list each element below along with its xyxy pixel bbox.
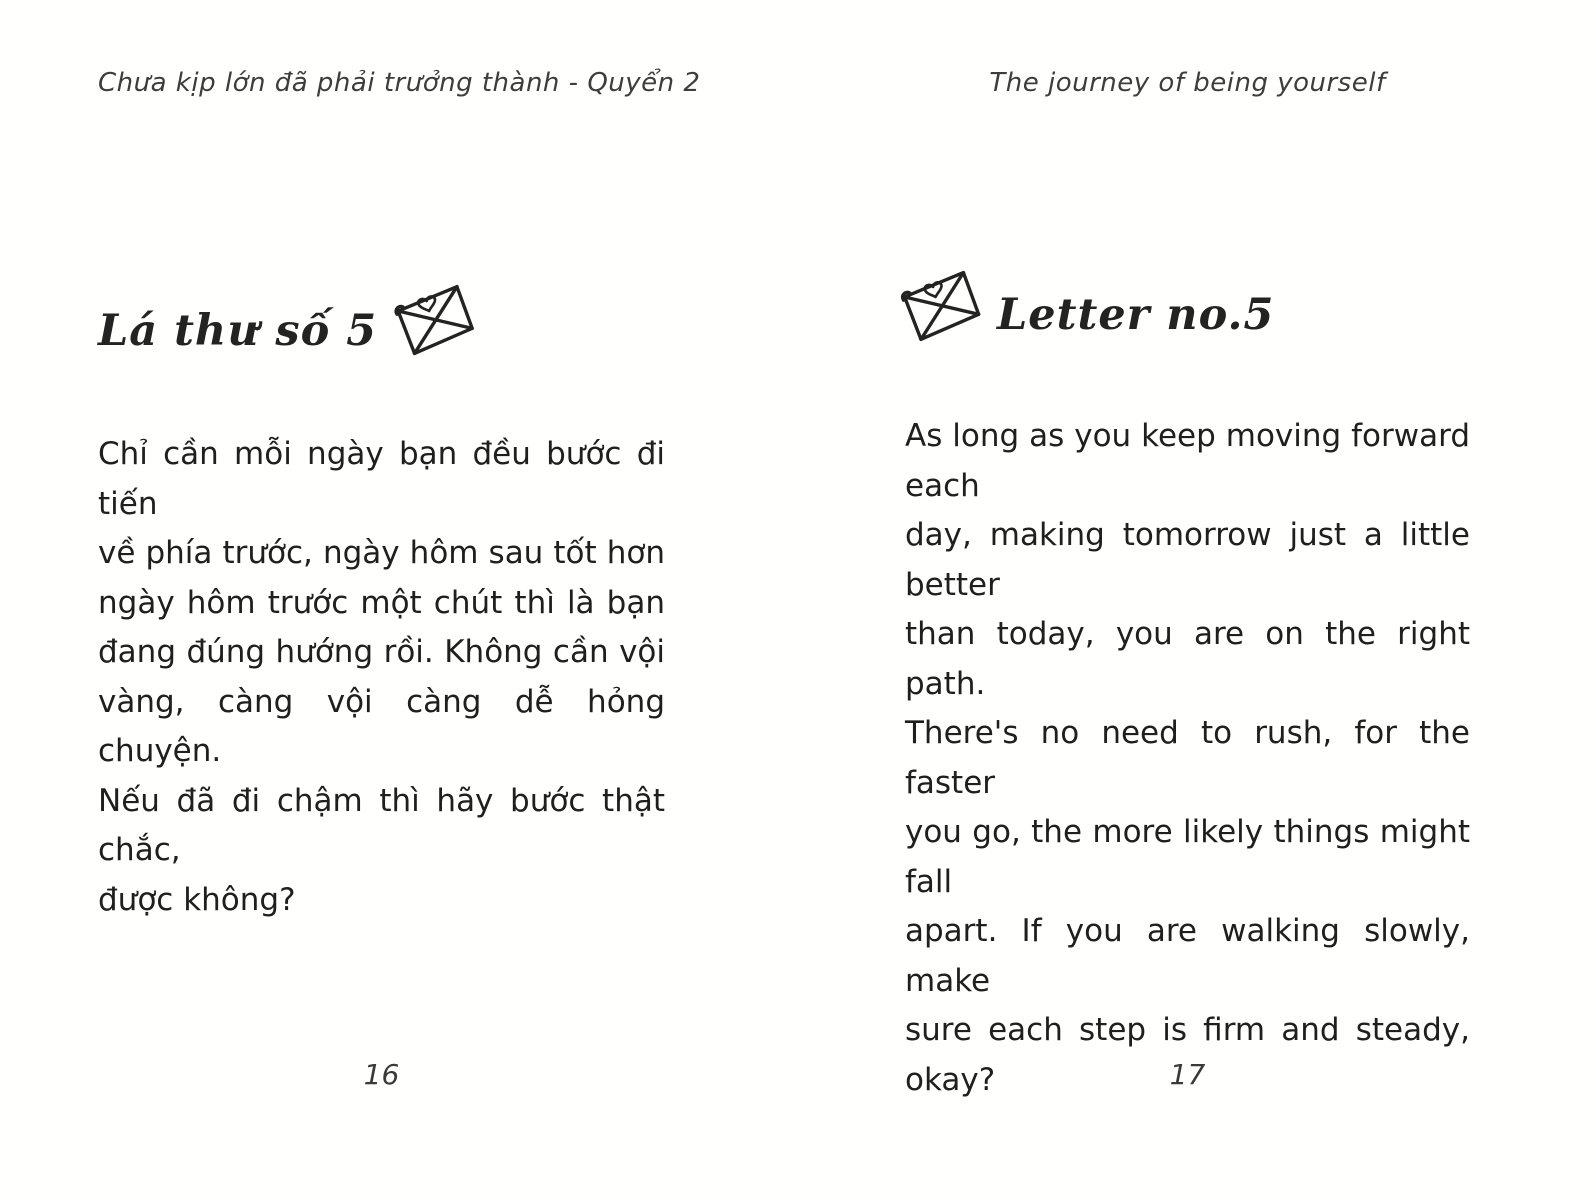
envelope-heart-icon <box>390 282 479 361</box>
left-body-paragraph <box>98 430 665 925</box>
body-line: được không? <box>98 881 296 918</box>
right-page <box>905 0 1470 1200</box>
left-title-row <box>98 300 475 362</box>
right-page-number: 17 <box>1169 1058 1206 1091</box>
body-line: Chỉ cần mỗi ngày bạn đều bước đi tiến <box>98 436 665 522</box>
body-line: đang đúng hướng rồi. Không cần vội <box>98 634 665 670</box>
right-running-header: The journey of being yourself <box>989 68 1386 98</box>
body-line: Nếu đã đi chậm thì hãy bước thật chắc, <box>98 782 665 868</box>
body-line: ngày hôm trước một chút thì là bạn <box>98 584 665 621</box>
body-line: you go, the more likely things might fall <box>905 814 1470 900</box>
body-line: As long as you keep moving forward each <box>905 418 1470 504</box>
right-chapter-title: Letter no.5 <box>997 290 1275 340</box>
right-title-row <box>905 284 1274 346</box>
body-line: There's no need to rush, for the faster <box>905 715 1470 801</box>
left-page <box>98 0 701 1200</box>
body-line: than today, you are on the right path. <box>905 616 1470 702</box>
envelope-heart-icon <box>897 268 986 347</box>
left-page-number: 16 <box>363 1058 400 1091</box>
body-line: vàng, càng vội càng dễ hỏng chuyện. <box>98 683 665 769</box>
body-line: về phía trước, ngày hôm sau tốt hơn <box>98 535 665 571</box>
left-chapter-title: Lá thư số 5 <box>98 306 378 356</box>
body-line: sure each step is firm and steady, okay? <box>905 1012 1470 1098</box>
right-body-paragraph <box>905 412 1470 1105</box>
body-line: apart. If you are walking slowly, make <box>905 913 1470 999</box>
body-line: day, making tomorrow just a little better <box>905 517 1470 603</box>
left-running-header: Chưa kịp lớn đã phải trưởng thành - Quyển 2 <box>98 68 701 98</box>
